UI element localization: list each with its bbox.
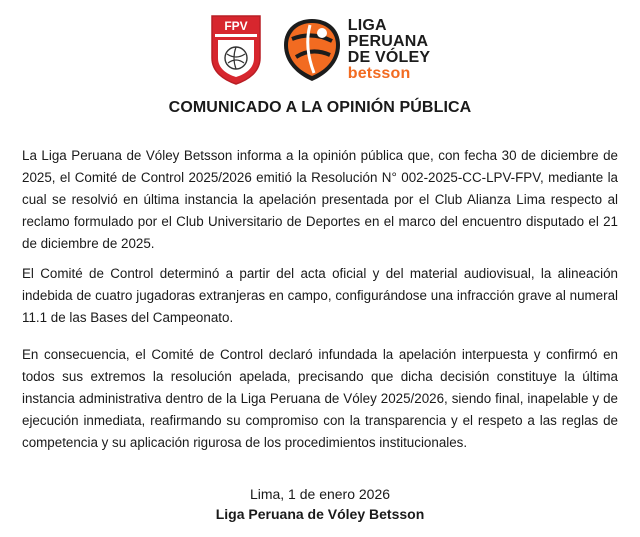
liga-peruana-logo — [282, 17, 431, 83]
paragraph-3: En consecuencia, el Comité de Control declaró infundada la apelación interpuesta y confirmó en todos sus extremos la resolución apelada, precisando que dicha decisión constituye la última instancia administrativa dentro de la Liga Peruana de Vóley 2025/2026, siendo final, inapelable y de ejecución inmediata, reafirmando su compromiso con la transparencia y el respeto a las reglas de competencia y su aplicación rigurosa de los procedimientos institucionales. — [22, 347, 618, 450]
fpv-logo-text: FPV — [224, 19, 248, 33]
liga-logo-line-1: LIGA — [347, 17, 387, 34]
fpv-shield-logo — [210, 14, 262, 86]
header-logos — [0, 10, 640, 90]
liga-logo-line-4: betsson — [347, 65, 411, 82]
paragraph-1: La Liga Peruana de Vóley Betsson informa a la opinión pública que, con fecha 30 de diciembre de 2025, el Comité de Control 2025/2026 emitió la Resolución N° 002-2025-CC-LPV-FPV, mediante la cual se resolvió en última instancia la apelación presentada por el Club Alianza Lima respecto al reclamo formulado por el Club Universitario de Deportes en el marco del encuentro disputado el 21 de diciembre de 2025. — [22, 148, 618, 251]
signature: Liga Peruana de Vóley Betsson — [215, 506, 425, 522]
liga-logo-wordmark — [348, 18, 431, 82]
place-date: Lima, 1 de enero 2026 — [249, 486, 391, 502]
paragraph-2: El Comité de Control determinó a partir del acta oficial y del material audiovisual, la alineación indebida de cuatro jugadoras extranjeras en campo, configurándose una infracción grave al numeral 11.1 de las Bases del Campeonato. — [22, 266, 618, 325]
liga-logo-line-2: PERUANA — [347, 33, 429, 50]
document-title: COMUNICADO A LA OPINIÓN PÚBLICA — [168, 99, 472, 116]
liga-logo-line-3: DE VÓLEY — [347, 49, 431, 66]
volleyball-shield-icon — [282, 17, 342, 83]
